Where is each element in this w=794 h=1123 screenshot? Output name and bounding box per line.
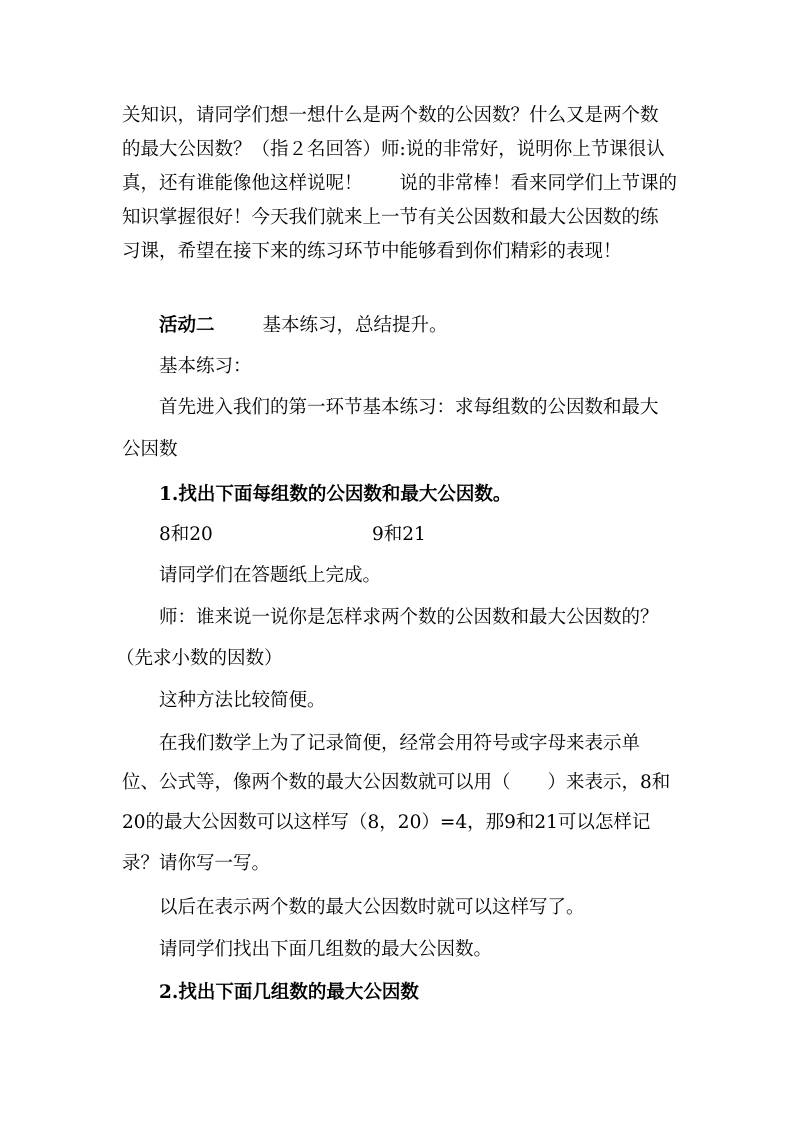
- activity-heading: [159, 309, 719, 343]
- text-line: 位、公式等，像两个数的最大公因数就可以用（ ）来表示，8和: [122, 772, 671, 793]
- answer-instruction: 请同学们在答题纸上完成。: [159, 565, 382, 586]
- notation-paragraph: [122, 766, 682, 881]
- question-2: 2.找出下面几组数的最大公因数: [159, 982, 419, 1003]
- number-pairs: [159, 518, 719, 552]
- activity-title: 基本练习，总结提升。: [262, 315, 448, 336]
- find-instruction: 请同学们找出下面几组数的最大公因数。: [159, 939, 493, 960]
- text-line: 20的最大公因数可以这样写（8，20）=4，那9和21可以怎样记: [122, 812, 651, 833]
- paragraph-first-step-cont: 公因数: [122, 439, 178, 460]
- teacher-question: 师：谁来说一说你是怎样求两个数的公因数和最大公因数的？: [159, 607, 659, 628]
- paragraph-first-step: [159, 391, 682, 425]
- notation-usage-note: 以后在表示两个数的最大公因数时就可以这样写了。: [159, 897, 585, 918]
- pair-a: 8和20: [159, 524, 213, 545]
- basic-practice-label: 基本练习：: [159, 356, 252, 377]
- text-line: 首先进入我们的第一环节基本练习：求每组数的公因数和最大: [159, 397, 659, 418]
- teacher-question-note: （先求小数的因数）: [116, 648, 283, 669]
- notation-paragraph-line1: 在我们数学上为了记录简便，经常会用符号或字母来表示单: [159, 733, 641, 754]
- text-line: 录？请你写一写。: [122, 853, 271, 874]
- text-line: 知识掌握很好！今天我们就来上一节有关公因数和最大公因数的练: [122, 207, 659, 228]
- text-line: 的最大公因数？（指２名回答）师:说的非常好，说明你上节课很认: [122, 139, 665, 160]
- activity-label: 活动二: [159, 315, 215, 336]
- text-line: 真，还有谁能像他这样说呢！ 说的非常棒！看来同学们上节课的: [122, 173, 678, 194]
- pair-b: 9和21: [372, 524, 426, 545]
- text-line: 关知识，请同学们想一想什么是两个数的公因数？什么又是两个数: [122, 105, 659, 126]
- simple-method-note: 这种方法比较简便。: [159, 690, 326, 711]
- paragraph-intro-review: [122, 99, 682, 269]
- text-line: 习课，希望在接下来的练习环节中能够看到你们精彩的表现！: [122, 241, 622, 262]
- question-1: 1.找出下面每组数的公因数和最大公因数。: [159, 484, 512, 505]
